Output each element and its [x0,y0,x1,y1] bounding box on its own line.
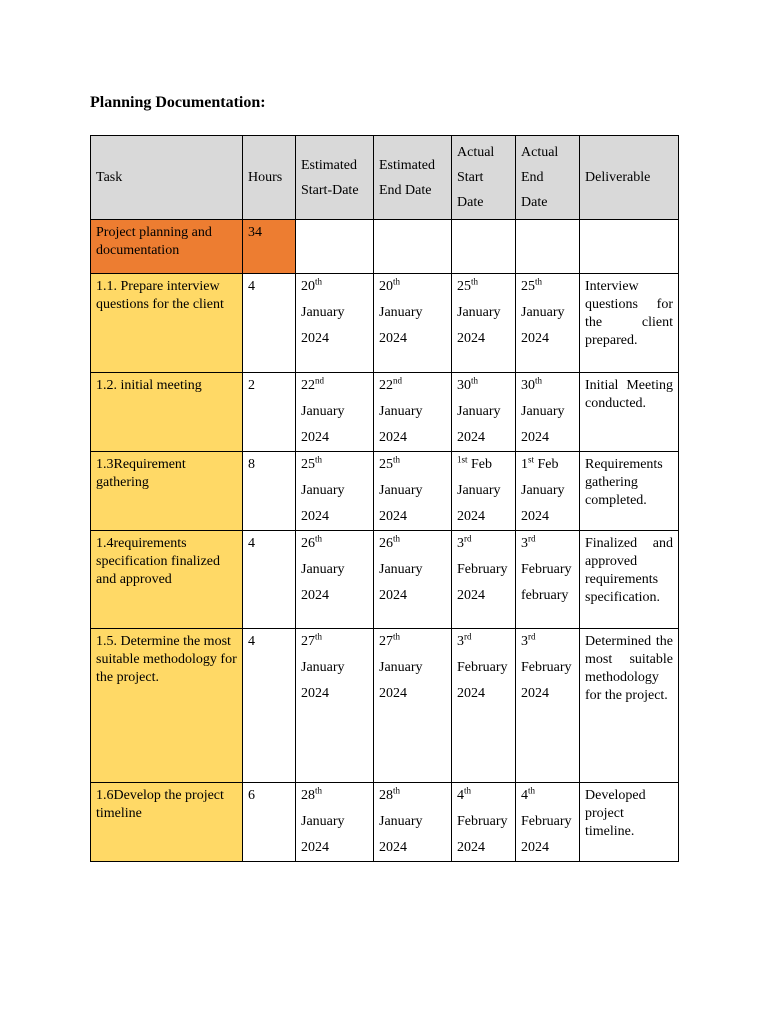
date-month: January [521,305,565,320]
date-day: 25 [301,457,315,472]
task-cell: 1.5. Determine the most suitable methodology for the project. [91,629,243,783]
date-suffix: rd [528,533,536,544]
document-title: Planning Documentation: [90,94,266,111]
deliverable-cell: Finalized and approved requirements specification. [580,531,679,629]
date-year: 2024 [379,430,407,445]
date-day: 28 [379,788,393,803]
date-suffix: 1st [457,454,468,465]
date-year: 2024 [457,430,485,445]
deliverable-cell: Interview questions for the client prepared. [580,274,679,373]
date-day: 28 [301,788,315,803]
date-day: 25 [379,457,393,472]
table-row [91,783,679,862]
date-suffix: th [393,631,401,642]
date-month: February [457,814,508,829]
date-month: February [457,660,508,675]
date-suffix: th [315,631,323,642]
date-month: January [379,483,423,498]
deliverable-cell: Determined the most suitable methodology for the project. [580,629,679,783]
header-estimated-end: Estimated End Date [374,136,452,220]
est-start-date-cell [296,629,374,783]
empty-cell [296,220,374,274]
est-end-date-cell [374,783,452,862]
date-day: 3 [457,634,464,649]
table-row [91,629,679,783]
date-month: February [521,562,572,577]
table-row [91,373,679,452]
est-start-date-cell [296,452,374,531]
header-estimated-start: Estimated Start-Date [296,136,374,220]
task-cell: 1.4requirements specification finalized and approved [91,531,243,629]
act-start-date-cell [452,452,516,531]
est-start-date-cell [296,274,374,373]
empty-cell [452,220,516,274]
date-month: Feb [471,457,493,472]
section-row [91,220,679,274]
date-year: 2024 [301,840,329,855]
deliverable-cell: Requirements gathering completed. [580,452,679,531]
act-start-date-cell [452,531,516,629]
date-day: 27 [379,634,393,649]
date-year: 2024 [301,331,329,346]
date-suffix: rd [464,631,472,642]
deliverable-cell: Developed project timeline. [580,783,679,862]
date-month-2: January [457,483,501,498]
date-year: 2024 [301,430,329,445]
date-month: January [379,404,423,419]
hours-cell: 4 [243,531,296,629]
date-month: January [301,660,345,675]
date-suffix: th [471,375,479,386]
header-task: Task [91,136,243,220]
date-month: January [301,305,345,320]
header-hours: Hours [243,136,296,220]
date-year: 2024 [457,686,485,701]
date-month: January [301,404,345,419]
task-cell: 1.6Develop the project timeline [91,783,243,862]
date-suffix: th [471,276,479,287]
section-hours: 34 [243,220,296,274]
date-year: 2024 [457,840,485,855]
date-day: 1 [521,457,528,472]
header-actual-end: Actual End Date [516,136,580,220]
act-end-date-cell [516,531,580,629]
date-month: Feb [537,457,559,472]
date-month: January [379,660,423,675]
date-year: 2024 [521,840,549,855]
est-end-date-cell [374,452,452,531]
act-end-date-cell [516,783,580,862]
table-row [91,531,679,629]
date-day: 25 [521,279,535,294]
act-start-date-cell [452,629,516,783]
act-start-date-cell [452,373,516,452]
est-start-date-cell [296,373,374,452]
date-suffix: th [393,533,401,544]
date-day: 22 [379,378,393,393]
hours-cell: 2 [243,373,296,452]
header-actual-start: Actual Start Date [452,136,516,220]
date-suffix: th [393,276,401,287]
est-end-date-cell [374,274,452,373]
date-day: 25 [457,279,471,294]
table-row [91,274,679,373]
date-month: January [379,305,423,320]
date-month: January [379,814,423,829]
act-end-date-cell [516,629,580,783]
date-month: February [521,814,572,829]
date-year: 2024 [301,686,329,701]
hours-cell: 4 [243,629,296,783]
date-day: 26 [301,536,315,551]
date-suffix: th [315,276,323,287]
date-year: 2024 [521,509,549,524]
date-suffix: th [464,785,472,796]
planning-table [90,135,679,862]
date-year: 2024 [521,331,549,346]
date-month: January [457,404,501,419]
date-suffix: th [528,785,536,796]
date-day: 22 [301,378,315,393]
act-end-date-cell [516,274,580,373]
date-year: 2024 [379,840,407,855]
empty-cell [374,220,452,274]
date-day: 20 [301,279,315,294]
act-start-date-cell [452,783,516,862]
est-end-date-cell [374,373,452,452]
date-month: January [379,562,423,577]
est-end-date-cell [374,531,452,629]
date-suffix: nd [315,375,324,386]
date-month: February [457,562,508,577]
date-year: 2024 [301,588,329,603]
date-year: february [521,588,569,603]
task-cell: 1.1. Prepare interview questions for the client [91,274,243,373]
date-day: 3 [521,634,528,649]
date-suffix: th [393,454,401,465]
date-year: 2024 [301,509,329,524]
date-month: January [521,404,565,419]
date-suffix: rd [464,533,472,544]
date-year: 2024 [521,430,549,445]
date-suffix: th [535,375,543,386]
empty-cell [580,220,679,274]
date-month: January [301,562,345,577]
act-end-date-cell [516,452,580,531]
date-day: 3 [457,536,464,551]
date-month: January [301,814,345,829]
date-year: 2024 [457,588,485,603]
date-suffix: nd [393,375,402,386]
date-year: 2024 [457,509,485,524]
date-suffix: th [535,276,543,287]
header-deliverable: Deliverable [580,136,679,220]
task-cell: 1.2. initial meeting [91,373,243,452]
date-month: January [457,305,501,320]
date-month: January [301,483,345,498]
header-row [91,136,679,220]
date-suffix: th [315,533,323,544]
date-day: 4 [457,788,464,803]
act-start-date-cell [452,274,516,373]
date-day: 30 [521,378,535,393]
date-day: 20 [379,279,393,294]
section-task: Project planning and documentation [91,220,243,274]
table-row [91,452,679,531]
empty-cell [516,220,580,274]
date-suffix: th [315,785,323,796]
date-day: 30 [457,378,471,393]
date-year: 2024 [379,331,407,346]
est-start-date-cell [296,531,374,629]
hours-cell: 4 [243,274,296,373]
date-year: 2024 [379,588,407,603]
date-day: 27 [301,634,315,649]
date-suffix: th [393,785,401,796]
date-suffix: st [528,454,535,465]
date-suffix: th [315,454,323,465]
hours-cell: 8 [243,452,296,531]
act-end-date-cell [516,373,580,452]
date-month: February [521,660,572,675]
date-day: 4 [521,788,528,803]
date-day: 3 [521,536,528,551]
est-start-date-cell [296,783,374,862]
hours-cell: 6 [243,783,296,862]
date-day: 26 [379,536,393,551]
date-year: 2024 [379,509,407,524]
deliverable-cell: Initial Meeting conducted. [580,373,679,452]
date-month-2: January [521,483,565,498]
date-suffix: rd [528,631,536,642]
date-year: 2024 [379,686,407,701]
date-year: 2024 [521,686,549,701]
date-year: 2024 [457,331,485,346]
est-end-date-cell [374,629,452,783]
task-cell: 1.3Requirement gathering [91,452,243,531]
